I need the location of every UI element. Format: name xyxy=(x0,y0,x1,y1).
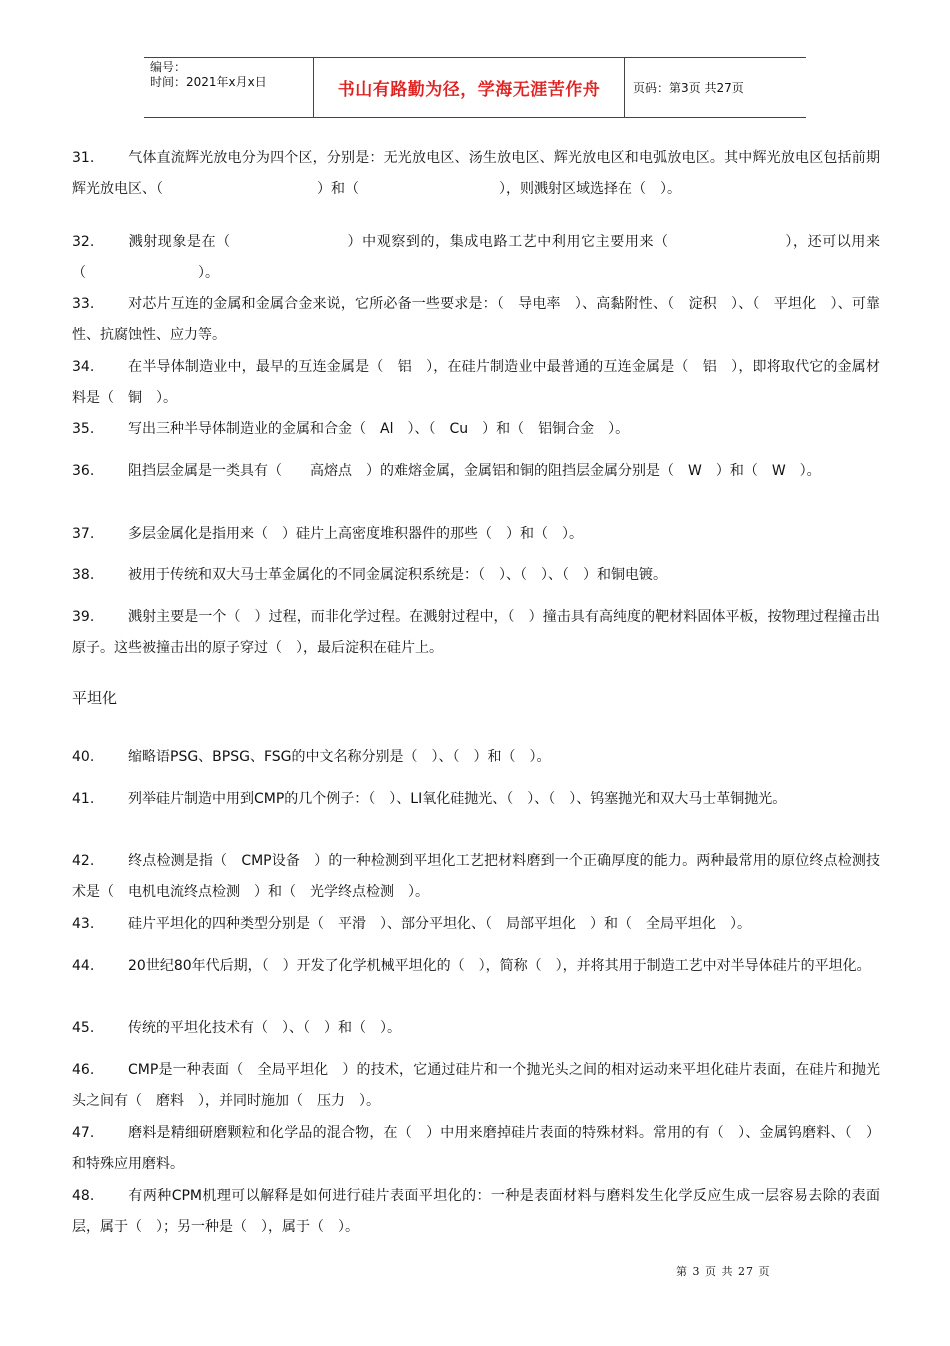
question-number: 32. xyxy=(72,234,95,250)
question-number: 36. xyxy=(72,463,95,479)
question-number: 34. xyxy=(72,359,95,375)
question-41 xyxy=(72,784,880,815)
header-page-label: 页码：第3页 共27页 xyxy=(633,81,744,95)
question-text: 多层金属化是指用来（ ）硅片上高密度堆积器件的那些（ ）和（ ）。 xyxy=(128,526,583,542)
header-meta xyxy=(144,58,313,117)
question-text: 硅片平坦化的四种类型分别是（ 平滑 ）、部分平坦化、（ 局部平坦化 ）和（ 全局平坦化 ）。 xyxy=(128,916,751,932)
question-45 xyxy=(72,1013,880,1044)
question-44 xyxy=(72,951,880,982)
question-number: 43. xyxy=(72,916,95,932)
question-number: 35. xyxy=(72,421,95,437)
question-text: 传统的平坦化技术有（ ）、（ ）和（ ）。 xyxy=(128,1020,401,1036)
question-text: 20世纪80年代后期，（ ）开发了化学机械平坦化的（ ），简称（ ），并将其用于制造工艺中对半导体硅片的平坦化。 xyxy=(128,958,871,974)
question-number: 44. xyxy=(72,958,95,974)
question-text: 写出三种半导体制造业的金属和合金（ Al ）、（ Cu ）和（ 铝铜合金 ）。 xyxy=(128,421,630,437)
doc-time-label: 时间：2021年x月x日 xyxy=(150,75,267,89)
question-46 xyxy=(72,1055,880,1117)
question-48 xyxy=(72,1181,880,1243)
question-number: 41. xyxy=(72,791,95,807)
question-text: 溅射主要是一个（ ）过程，而非化学过程。在溅射过程中，（ ）撞击具有高纯度的靶材料固体平板，按物理过程撞击出原子。这些被撞击出的原子穿过（ ），最后淀积在硅片上。 xyxy=(72,609,880,656)
question-number: 47. xyxy=(72,1125,95,1141)
question-39 xyxy=(72,602,880,664)
question-35 xyxy=(72,414,880,445)
question-32 xyxy=(72,227,880,289)
question-47 xyxy=(72,1118,880,1180)
question-text: 气体直流辉光放电分为四个区，分别是：无光放电区、汤生放电区、辉光放电区和电弧放电区。其中辉光放电区包括前期辉光放电区、（ ）和（ ），则溅射区域选择在（ ）。 xyxy=(72,150,880,197)
question-text: 在半导体制造业中，最早的互连金属是（ 铝 ），在硅片制造业中最普通的互连金属是（ 铝 ），即将取代它的金属材料是（ 铜 ）。 xyxy=(72,359,880,406)
question-number: 38. xyxy=(72,567,95,583)
section-title: 平坦化 xyxy=(72,689,118,707)
question-36 xyxy=(72,456,880,487)
header-motto: 书山有路勤为径，学海无涯苦作舟 xyxy=(313,58,625,117)
question-number: 31. xyxy=(72,150,95,166)
doc-number-label: 编号： xyxy=(150,60,187,74)
question-38 xyxy=(72,560,880,591)
question-text: 溅射现象是在（ ）中观察到的，集成电路工艺中利用它主要用来（ ），还可以用来（ ）。 xyxy=(72,234,880,281)
question-31 xyxy=(72,143,880,205)
question-number: 40. xyxy=(72,749,95,765)
question-number: 45. xyxy=(72,1020,95,1036)
question-text: 列举硅片制造中用到CMP的几个例子：（ ）、LI氧化硅抛光、（ ）、（ ）、钨塞抛光和双大马士革铜抛光。 xyxy=(128,791,787,807)
question-text: 阻挡层金属是一类具有（ 高熔点 ）的难熔金属，金属铝和铜的阻挡层金属分别是（ W ）和（ W ）。 xyxy=(128,463,821,479)
question-37 xyxy=(72,519,880,550)
question-40 xyxy=(72,742,880,773)
page-footer: 第 3 页 共 27 页 xyxy=(676,1265,771,1278)
question-number: 39. xyxy=(72,609,95,625)
question-text: 被用于传统和双大马士革金属化的不同金属淀积系统是：（ ）、（ ）、（ ）和铜电镀。 xyxy=(128,567,667,583)
question-43 xyxy=(72,909,880,940)
question-42 xyxy=(72,846,880,908)
question-text: 有两种CPM机理可以解释是如何进行硅片表面平坦化的：一种是表面材料与磨料发生化学反应生成一层容易去除的表面层，属于（ ）；另一种是（ ），属于（ ）。 xyxy=(72,1188,880,1235)
question-text: 缩略语PSG、BPSG、FSG的中文名称分别是（ ）、（ ）和（ ）。 xyxy=(128,749,551,765)
question-number: 46. xyxy=(72,1062,95,1078)
page-header xyxy=(144,57,806,118)
question-34 xyxy=(72,352,880,414)
question-number: 33. xyxy=(72,296,95,312)
question-text: 对芯片互连的金属和金属合金来说，它所必备一些要求是：（ 导电率 ）、高黏附性、（ 淀积 ）、（ 平坦化 ）、可靠性、抗腐蚀性、应力等。 xyxy=(72,296,880,343)
question-text: 磨料是精细研磨颗粒和化学品的混合物，在（ ）中用来磨掉硅片表面的特殊材料。常用的有（ ）、金属钨磨料、（ ）和特殊应用磨料。 xyxy=(72,1125,880,1172)
question-number: 37. xyxy=(72,526,95,542)
question-text: 终点检测是指（ CMP设备 ）的一种检测到平坦化工艺把材料磨到一个正确厚度的能力。两种最常用的原位终点检测技术是（ 电机电流终点检测 ）和（ 光学终点检测 ）。 xyxy=(72,853,880,900)
question-33 xyxy=(72,289,880,351)
question-number: 48. xyxy=(72,1188,95,1204)
question-text: CMP是一种表面（ 全局平坦化 ）的技术，它通过硅片和一个抛光头之间的相对运动来平坦化硅片表面，在硅片和抛光头之间有（ 磨料 ），并同时施加（ 压力 ）。 xyxy=(72,1062,880,1109)
question-number: 42. xyxy=(72,853,95,869)
